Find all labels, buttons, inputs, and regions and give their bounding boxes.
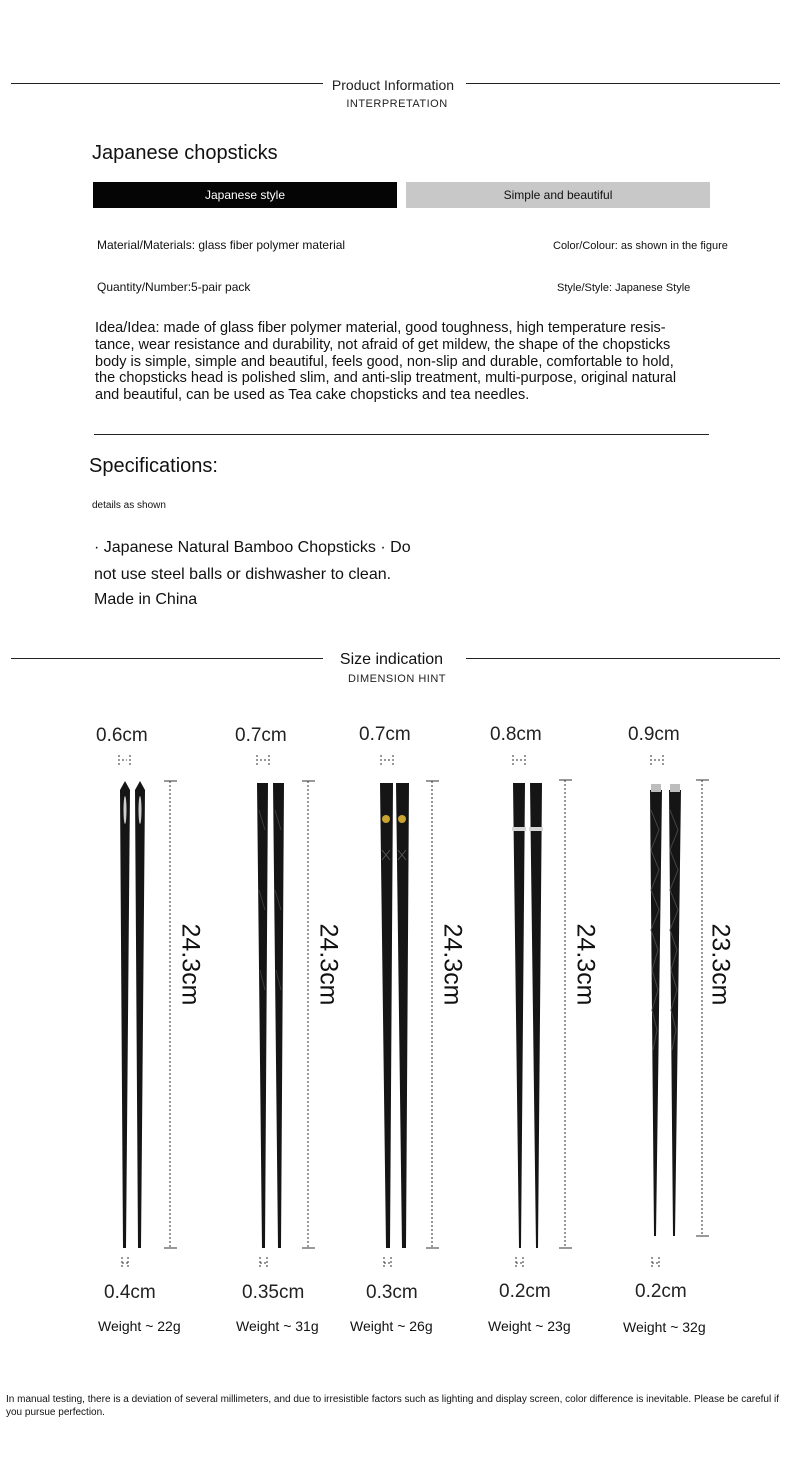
length-label: 24.3cm [176, 923, 205, 1006]
idea-line: body is simple, simple and beautiful, feels good, non-slip and durable, comfortable to hold, [95, 353, 674, 370]
top-width-label: 0.9cm [628, 724, 680, 745]
size-rule-left [11, 658, 323, 659]
weight-label: Weight ~ 31g [236, 1318, 319, 1334]
idea-line: tance, wear resistance and durability, not afraid of get mildew, the shape of the chopsticks [95, 336, 671, 353]
disclaimer-text: In manual testing, there is a deviation of several millimeters, and due to irresistible factors such as lighting and display screen, color difference is inevitable. Please be careful if you pursue perfection. [6, 1394, 779, 1418]
tag-japanese-style-label: Japanese style [204, 188, 286, 202]
style-attribute: Style/Style: Japanese Style [557, 282, 691, 294]
weight-label: Weight ~ 22g [98, 1318, 181, 1334]
weight-label: Weight ~ 26g [350, 1318, 433, 1334]
idea-line: Idea/Idea: made of glass fiber polymer material, good toughness, high temperature resis- [95, 320, 666, 336]
chopstick-pair-5 [632, 750, 790, 1310]
tag-japanese-style [93, 182, 397, 208]
size-rule-right [466, 658, 780, 659]
idea-line: the chopsticks head is polished slim, and anti-slip treatment, multi-purpose, original natural [95, 370, 677, 387]
bottom-width-label: 0.3cm [366, 1282, 418, 1303]
idea-paragraph [95, 320, 735, 404]
tag-simple-beautiful [406, 182, 710, 208]
product-name: Japanese chopsticks [92, 142, 278, 164]
size-subheading: DIMENSION HINT [347, 673, 447, 685]
tag-simple-beautiful-label: Simple and beautiful [503, 188, 613, 202]
specifications-note: details as shown [92, 500, 166, 511]
specifications-heading: Specifications: [89, 455, 218, 477]
weight-label: Weight ~ 32g [623, 1319, 706, 1335]
length-label: 23.3cm [706, 923, 735, 1006]
top-width-label: 0.7cm [359, 724, 411, 745]
top-width-label: 0.7cm [235, 725, 287, 746]
spec-line: not use steel balls or dishwasher to clean. [94, 566, 392, 583]
product-info-heading: Product Information [331, 77, 455, 93]
spec-line: · Japanese Natural Bamboo Chopsticks · Do [94, 539, 411, 556]
idea-line: and beautiful, can be used as Tea cake chopsticks and tea needles. [95, 387, 530, 404]
header-rule-left [11, 83, 323, 84]
size-heading: Size indication [339, 651, 444, 668]
bottom-width-label: 0.2cm [635, 1281, 687, 1302]
bottom-width-label: 0.2cm [499, 1281, 551, 1302]
material-attribute: Material/Materials: glass fiber polymer material [97, 238, 346, 252]
length-label: 24.3cm [314, 923, 343, 1006]
product-info-subheading: INTERPRETATION [346, 98, 448, 110]
bottom-width-label: 0.4cm [104, 1282, 156, 1303]
length-label: 24.3cm [438, 923, 467, 1006]
length-label: 24.3cm [571, 923, 600, 1006]
top-width-label: 0.8cm [490, 724, 542, 745]
top-width-label: 0.6cm [96, 725, 148, 746]
specifications-list [94, 535, 494, 612]
spec-line: Made in China [94, 591, 198, 608]
color-attribute: Color/Colour: as shown in the figure [553, 240, 728, 252]
header-rule-right [466, 83, 780, 84]
section-divider [94, 434, 709, 435]
weight-label: Weight ~ 23g [488, 1318, 571, 1334]
bottom-width-label: 0.35cm [242, 1282, 305, 1303]
quantity-attribute: Quantity/Number:5-pair pack [97, 280, 251, 294]
